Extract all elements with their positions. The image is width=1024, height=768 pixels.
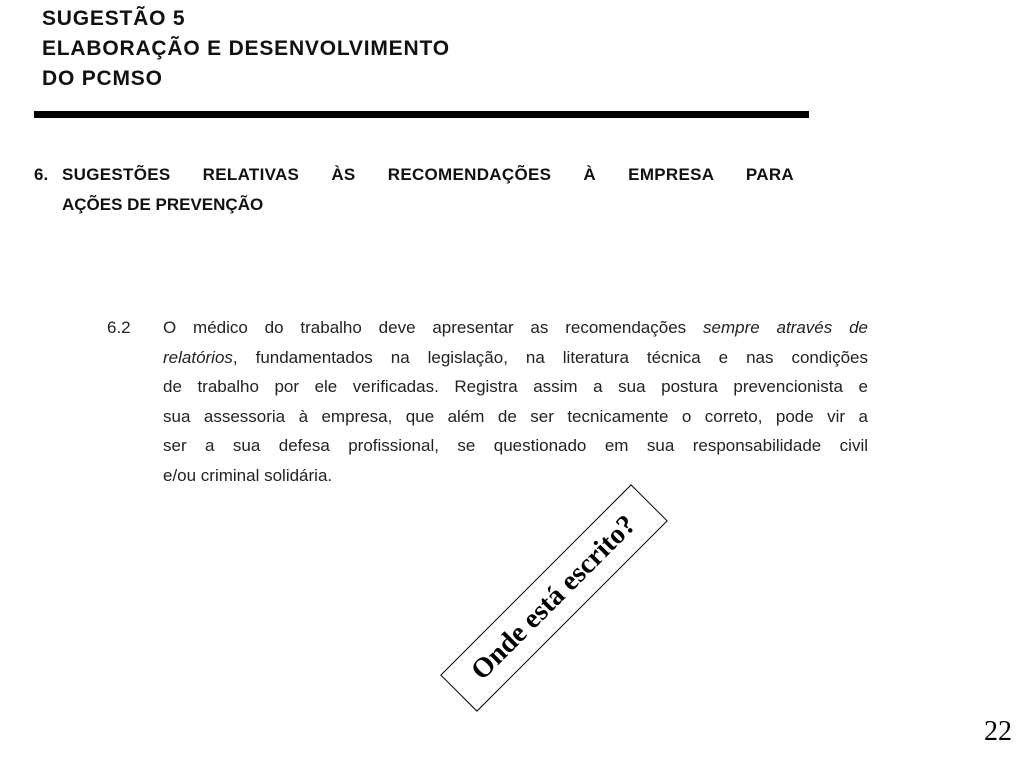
clause-line-5: ser a sua defesa profissional, se questionado em sua responsabilidade civil	[163, 436, 868, 456]
section-title-line-1: SUGESTÕES RELATIVAS ÀS RECOMENDAÇÕES À EMPRESA PARA	[62, 165, 794, 184]
header-line-title: ELABORAÇÃO E DESENVOLVIMENTO	[42, 37, 450, 60]
clause-text: O médico do trabalho deve apresentar as recomendações	[163, 318, 703, 337]
clause-number: 6.2	[107, 318, 131, 337]
clause-line-3: de trabalho por ele verificadas. Registra assim a sua postura prevencionista e	[163, 377, 868, 397]
clause-emphasis: relatórios	[163, 347, 233, 367]
clause-line-1	[163, 313, 868, 343]
header-line-subject: DO PCMSO	[42, 67, 163, 90]
clause-body	[163, 313, 868, 491]
clause-emphasis: sempre através de	[703, 318, 868, 337]
section-title-line-2: AÇÕES DE PREVENÇÃO	[62, 195, 264, 214]
document-header	[42, 4, 762, 94]
clause-line-2	[163, 343, 868, 373]
annotation-text: Onde está escrito?	[440, 484, 668, 712]
page-number: 22	[984, 716, 1012, 747]
clause-line-6: e/ou criminal solidária.	[163, 465, 333, 485]
section-number: 6.	[34, 165, 49, 184]
clause-line-4: sua assessoria à empresa, que além de ser tecnicamente o correto, pode vir a	[163, 406, 868, 426]
header-line-suggestion: SUGESTÃO 5	[42, 7, 186, 30]
header-divider	[34, 111, 809, 118]
clause-text: , fundamentados na legislação, na literatura técnica e nas condições	[232, 347, 868, 367]
